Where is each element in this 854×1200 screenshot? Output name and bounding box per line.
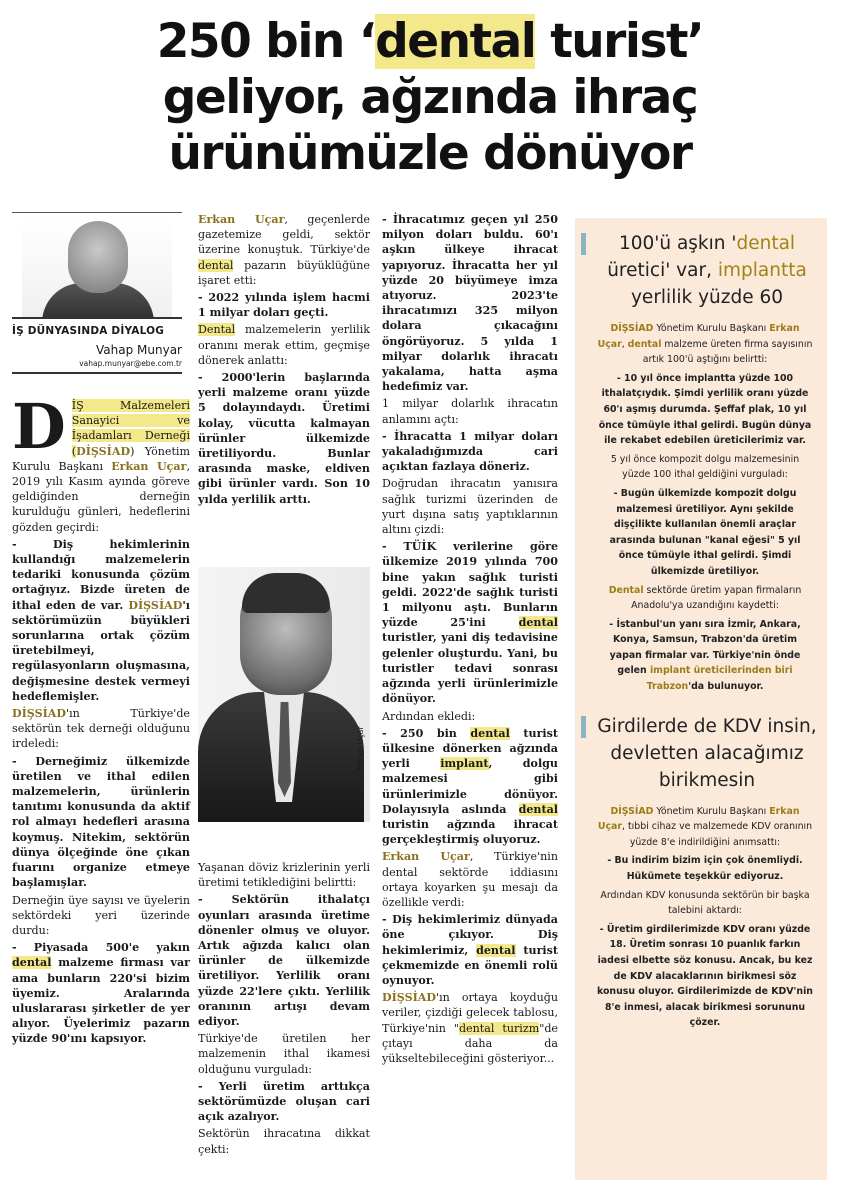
highlight: dental — [627, 338, 662, 350]
text: - 250 bin — [382, 726, 471, 740]
person-name: Erkan Uçar — [111, 459, 187, 473]
paragraph: - Sektörün ithalatçı oyunları arasında üretime dönenler olmuş ve oluyor. Artık ağızda kalıcı olan ürünler de ülkemizde üretiliyor. Yerlilik oranı yüzde 22'lere çıktı. Yerlilik oranının artışı devam ediyor. — [198, 893, 370, 1029]
text: Girdilerde de KDV insin, devletten alacağımız birikmesin — [597, 715, 817, 791]
sidebar-title-2 — [597, 713, 817, 794]
headline-line-1 — [40, 14, 820, 70]
person-name: Erkan Uçar — [198, 213, 285, 226]
headline — [40, 14, 820, 182]
highlight: dental — [518, 616, 558, 630]
accent-bar — [581, 233, 586, 255]
paragraph: Doğrudan ihracatın yanısıra sağlık turizmi üzerinden de yurt dışına satış yaptıklarının altını çizdi: — [382, 477, 558, 537]
highlight: Dental — [608, 584, 644, 596]
highlight: dental — [12, 956, 52, 970]
accent-bar — [581, 716, 586, 738]
org-name: DİŞSİAD — [610, 805, 654, 817]
paragraph: Derneğin üye sayısı ve üyelerin sektördeki yeri üzerinde durdu: — [12, 893, 190, 937]
text: turistin ağzında ihracat gerçekleştirmiş oluyoruz. — [382, 817, 558, 847]
article-column-2-lower — [198, 860, 370, 1159]
author-name: Vahap Munyar — [96, 343, 182, 357]
sidebar-title-1 — [597, 230, 817, 311]
dropcap: D — [12, 390, 66, 463]
text: malzemelerin yerlilik oranını merak ettim, geçmişe dönerek anlattı: — [198, 323, 370, 367]
text: - İstanbul'un yanı sıra İzmir, Ankara, Konya, Samsun, Trabzon'da üretim yapan firmalar var. Türkiye'nin önde gelen — [609, 618, 801, 677]
sidebar-box — [575, 218, 827, 1180]
org-name: DİŞSİAD — [76, 444, 131, 458]
text: 100'ü aşkın ' — [618, 233, 737, 254]
paragraph — [198, 212, 370, 288]
sidebar-text-2 — [597, 804, 813, 1031]
highlight: dental — [476, 943, 516, 957]
paragraph: Türkiye'de üretilen her malzemenin ithal ikamesi olduğunu vurguladı: — [198, 1032, 370, 1076]
headline-text: 250 bin ‘ — [156, 14, 376, 69]
paragraph: - Bu indirim bizim için çok önemliydi. Hükümete teşekkür ediyoruz. — [607, 855, 803, 883]
paragraph: - Yerli üretim arttıkça sektörümüzde oluşan cari açık azalıyor. — [198, 1079, 370, 1124]
text: , geçenlerde gazetemize geldi, sektör üzerine konuştuk. Türkiye'de — [198, 213, 370, 257]
text: , dolgu malzemesi gibi ürünlerimizle dönüyor. Dolayısıyla aslında — [382, 757, 558, 816]
paragraph: Sektörün ihracatına dikkat çekti: — [198, 1127, 370, 1156]
article-column-1 — [12, 390, 190, 1049]
highlight: Dental — [198, 323, 236, 337]
highlight: implant — [440, 757, 489, 771]
highlight: dental — [470, 726, 510, 740]
erkan-ucar-photo — [198, 567, 370, 822]
paragraph — [382, 990, 558, 1066]
org-name: DİŞSİAD — [382, 991, 437, 1005]
text: malzeme üreten firma sayısının artık 100'ü aştığını belirtti: — [642, 338, 813, 366]
paragraph — [597, 804, 813, 851]
paragraph: - Üretim girdilerimizde KDV oranı yüzde 18. Üretim sonrası 10 puanlık farkın iadesi elbette söz konusu. Ancak, bu kez de KDV alacaklarının birikmesi söz konusu oluyor. Girdilerimizde de KDV'nin 8'e inmesi, alacak birikmesi sorununu çözer. — [597, 923, 813, 1029]
paragraph — [12, 390, 190, 535]
person-name: Erkan Uçar — [382, 850, 470, 864]
text: İŞ Malzemeleri Sanayici ve İşadamları Derneği ( — [71, 399, 190, 458]
author-email: vahap.munyar@ebe.com.tr — [12, 359, 182, 374]
text: "de çıtayı daha da yükseltebileceğini gösteriyor... — [382, 1021, 558, 1065]
paragraph: Yaşanan döviz krizlerinin yerli üretimi tetiklediğini belirtti: — [198, 861, 370, 890]
paragraph: - Bugün ülkemizde kompozit dolgu malzemesi üretiliyor. Aynı şekilde dişçilikte kullanılan önemli araçlar arasında bulunan "kanal eğesi" 5 yıl önce tümüyle ithal gelirdi. Şimdi ülkemizde üretiliyor. — [609, 487, 801, 577]
divider — [12, 212, 182, 213]
text: ) Yönetim Kurulu Başkanı — [12, 444, 190, 473]
paragraph — [382, 539, 558, 706]
paragraph — [382, 726, 558, 848]
text: turist ülkesine dönerken ağzında yerli — [382, 726, 559, 771]
paragraph — [382, 912, 558, 988]
article-column-3 — [382, 212, 558, 1068]
text: , 2019 yılı Kasım ayında göreve geldiğinden derneğin kurulduğu günleri, hedeflerini gözden geçirdi: — [12, 459, 190, 534]
text: üretici' var, — [607, 260, 718, 281]
highlight: implant üreticilerinden biri Trabzon — [646, 665, 793, 693]
person-name: Erkan Uçar — [597, 805, 800, 833]
text: , Türkiye'nin dental sektörde iddiasını ortaya koyarken şu mesajı da özellikle verdi: — [382, 850, 558, 909]
author-box — [12, 212, 182, 374]
paragraph: - Derneğimiz ülkemizde üretilen ve ithal edilen malzemelerin, ürünlerin tanıtımı konusunda da aktif rol almayı hedefleri arasına koymuş. Nitekim, sektörün dünya ölçeğinde öne çıkan fuarını organize etmeye başlamışlar. — [12, 754, 190, 890]
paragraph: Ardından ekledi: — [382, 709, 476, 723]
headline-line-2: geliyor, ağzında ihraç — [162, 70, 698, 125]
text: pazarın büyüklüğüne işaret etti: — [198, 258, 370, 287]
highlight: dental — [736, 233, 796, 254]
paragraph: - İhracatta 1 milyar doları yakaladığımızda cari açıktan fazlaya döneriz. — [382, 429, 558, 474]
text: - Piyasada 500'e yakın — [12, 941, 190, 955]
org-name: DİŞSİAD — [128, 598, 183, 612]
highlight: dental — [518, 802, 558, 816]
highlight: dental — [198, 258, 234, 272]
paragraph — [12, 537, 190, 704]
text: - TÜİK verilerine göre ülkemize 2019 yılında 700 bine yakın sağlık turisti geldi. 2022'de sağlık turisti 1 milyonu aştı. Bunların yüzde 25'ini — [382, 540, 558, 630]
highlight: implantta — [717, 260, 807, 281]
paragraph: - İhracatımız geçen yıl 250 milyon doları buldu. 60'ı aşkın ülkeye ihracat yapıyoruz. İhracatta her yıl yüzde 20 büyümeye imza atıyoruz. 2023'te ihracatımızı 325 milyon dolara çıkacağını öngörüyoruz. 5 yılda 1 milyar dolarlık ihracatı yakalama, hatta aşma hedefimiz var. — [382, 213, 558, 394]
text: , tıbbi cihaz ve malzemede KDV oranının yüzde 8'e indirildiğini anımsattı: — [622, 821, 813, 848]
text: yerlilik yüzde 60 — [630, 287, 784, 308]
text: malzeme firması var ama bunların 220'si bizim üyemiz. Aralarında uluslararası şirketler de yer alıyor. Üyelerimiz pazarın yüzde 90'ını kapsıyor. — [12, 956, 190, 1046]
person-name: Erkan Uçar — [597, 323, 800, 350]
paragraph: - 2022 yılında işlem hacmi 1 milyar doları geçti. — [198, 291, 370, 320]
highlight: dental turizm — [458, 1021, 540, 1035]
text: - Diş hekimlerimiz dünyada öne çıkıyor. Diş hekimlerimiz, — [382, 913, 558, 957]
text: 'ın ortaya koyduğu veriler, çizdiği gelecek tablosu, Türkiye'nin " — [382, 991, 558, 1035]
paragraph — [198, 322, 370, 368]
paragraph: 1 milyar dolarlık ihracatın anlamını açtı: — [382, 397, 558, 426]
column-name: İŞ DÜNYASINDA DİYALOG — [12, 325, 165, 337]
paragraph: Ardından KDV konusunda sektörün bir başka talebini aktardı: — [600, 889, 810, 917]
org-name: DİŞSİAD — [610, 323, 654, 334]
headline-highlight: dental — [375, 14, 536, 69]
paragraph — [597, 617, 813, 695]
divider — [12, 317, 182, 319]
text: Yönetim Kurulu Başkanı — [653, 323, 770, 334]
text: 'ı sektörümüzün büyükleri sorunlarına ortak çözüm üretebilmeyi, regülasyonların oluşmasına, değişmesine destek vermeyi hedeflemişler. — [12, 598, 190, 703]
text: Yönetim Kurulu Başkanı — [653, 805, 770, 817]
sidebar-text-1 — [597, 321, 813, 695]
paragraph: - 10 yıl önce implantta yüzde 100 ithalatçıydık. Şimdi yerlilik oranı yüzde 60'ı aşmış durumda. Şeffaf plak, 10 yıl önce tümüyle ithal gelirdi. Bugün dünya ile rekabet edebilen üreticilerimiz var. — [598, 372, 812, 447]
photo-caption: Erkan Uçar — [356, 726, 365, 770]
paragraph — [12, 940, 190, 1046]
headline-line-3: ürünümüzle dönüyor — [168, 126, 692, 181]
article-column-2 — [198, 212, 370, 509]
paragraph — [597, 321, 813, 368]
paragraph: - 2000'lerin başlarında yerli malzeme oranı yüzde 5 dolayındaydı. Üretimi kolay, vücutta kalmayan ürünler ülkemizde üretiliyordu. Bunlar arasında maske, eldiven gibi ürünler vardı. Son 10 yılda yerlilik arttı. — [198, 371, 370, 506]
author-photo — [22, 217, 172, 317]
org-name: DİŞSİAD — [12, 707, 67, 721]
text: turist çekmemizde en önemli rolü oynuyor. — [382, 943, 559, 987]
paragraph — [12, 706, 190, 752]
text: sektörde üretim yapan firmaların Anadolu'ya uzandığını kaydetti: — [631, 584, 802, 612]
paragraph — [597, 583, 813, 614]
paragraph: 5 yıl önce kompozit dolgu malzemesinin yüzde 100 ithal geldiğini vurguladı: — [610, 453, 800, 481]
paragraph — [382, 849, 558, 910]
text: 'ın Türkiye'de sektörün tek derneği olduğunu irdeledi: — [12, 707, 190, 751]
headline-text: turist’ — [535, 14, 704, 69]
text: 'da bulunuyor. — [688, 681, 764, 693]
text: - Diş hekimlerinin kullandığı malzemelerin tedariki konusunda çözüm ortağıyız. Bizde üreten de ithal eden de var. — [12, 537, 190, 612]
text: turistler, yani diş tedavisine gelenler oluşturdu. Yani, bu turistler tedavi sonrası ağzında yerli ürünlerimizle dönüyor. — [382, 631, 558, 706]
text: , — [621, 338, 628, 350]
